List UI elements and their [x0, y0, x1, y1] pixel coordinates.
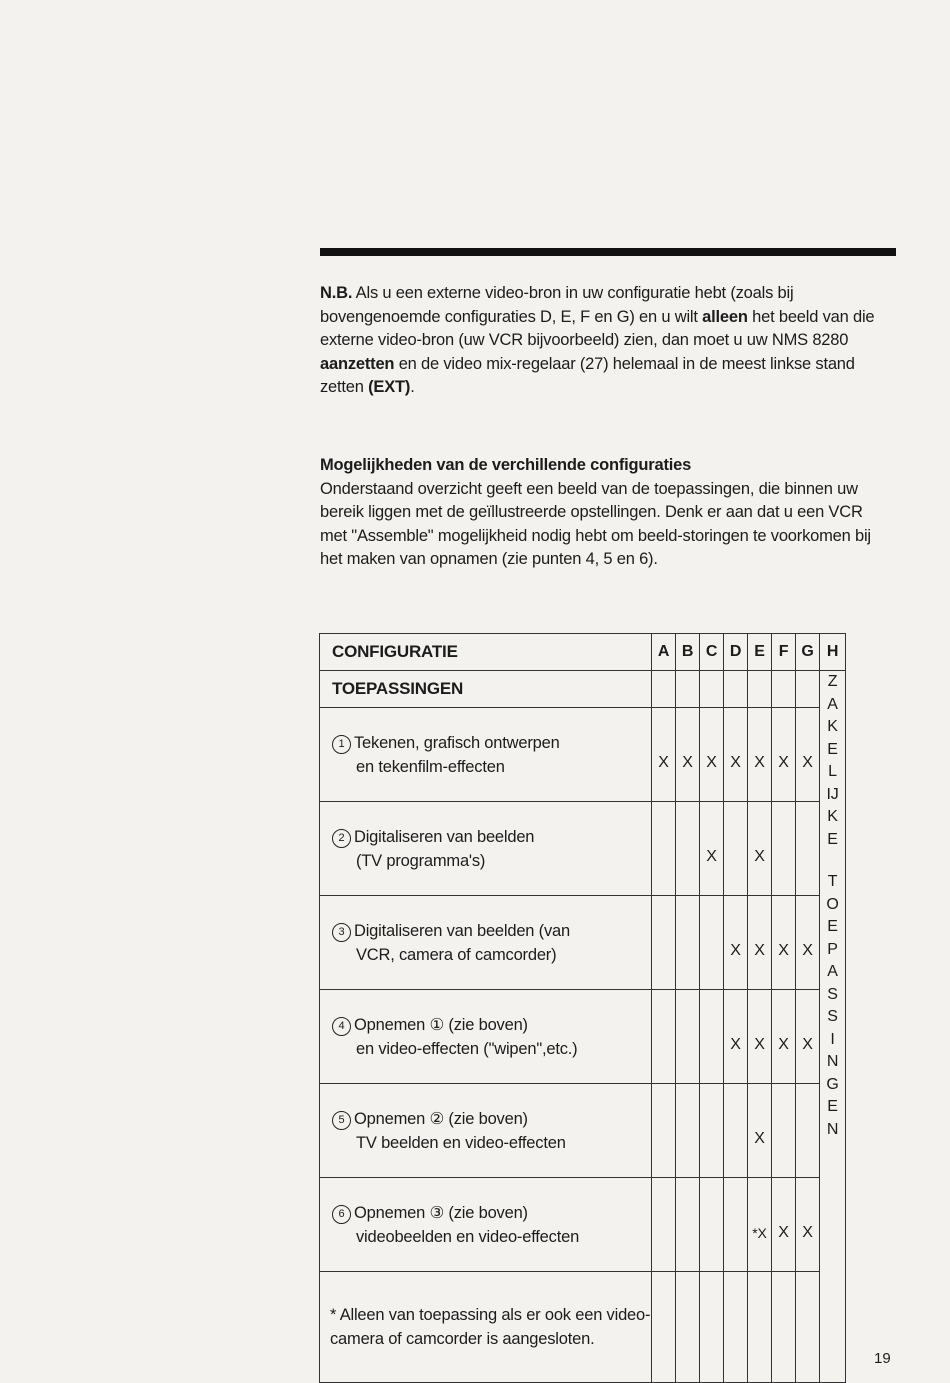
col-a: A [652, 634, 676, 671]
row-number-badge: 4 [332, 1017, 351, 1036]
configuration-table [319, 633, 846, 1383]
page-number: 19 [874, 1350, 891, 1367]
table-header-row [320, 634, 846, 671]
col-d: D [724, 634, 748, 671]
col-g: G [796, 634, 820, 671]
col-h: H [820, 634, 846, 671]
table-footnote-row [320, 1272, 846, 1383]
section-title: Mogelijkheden van de verchillende configuraties [320, 456, 692, 474]
table-subheader-row [320, 671, 846, 708]
row-number-badge: 2 [332, 829, 351, 848]
footnote: * Alleen van toepassing als er ook een video-camera of camcorder is aangesloten. [320, 1272, 652, 1383]
applications-header: TOEPASSINGEN [320, 671, 652, 708]
table-row: 2 Digitaliseren van beelden (TV programma's) X X [320, 802, 846, 896]
table-row: 1 Tekenen, grafisch ontwerpen en tekenfilm-effecten X X X X X X X [320, 708, 846, 802]
row-number-badge: 1 [332, 735, 351, 754]
config-header: CONFIGURATIE [320, 634, 652, 671]
col-f: F [772, 634, 796, 671]
nb-paragraph: N.B. Als u een externe video-bron in uw configuratie hebt (zoals bij bovengenoemde configuraties D, E, F en G) en u wilt alleen het beeld van die externe video-bron (uw VCR bijvoorbeeld) zien, dan moet u uw NMS 8280 aanzetten en de video mix-regelaar (27) helemaal in de meest linkse stand zetten (EXT). [320, 284, 875, 396]
row-number-badge: 3 [332, 923, 351, 942]
col-c: C [700, 634, 724, 671]
table-row: 5 Opnemen ② (zie boven) TV beelden en video-effecten X [320, 1084, 846, 1178]
col-e: E [748, 634, 772, 671]
table-row: 4 Opnemen ① (zie boven) en video-effecten ("wipen",etc.) X X X X [320, 990, 846, 1084]
table-row: 3 Digitaliseren van beelden (van VCR, camera of camcorder) X X X X [320, 896, 846, 990]
col-b: B [676, 634, 700, 671]
row-number-badge: 5 [332, 1111, 351, 1130]
configurations-section [320, 454, 890, 572]
table-row: 6 Opnemen ③ (zie boven) videobeelden en video-effecten *X X X [320, 1178, 846, 1272]
header-rule [320, 248, 896, 256]
section-body: Onderstaand overzicht geeft een beeld van de toepassingen, die binnen uw bereik liggen met de geïllustreerde opstellingen. Denk er aan dat u een VCR met "Assemble" mogelijkheid nodig hebt om beeld-storingen te voorkomen bij het maken van opnamen (zie punten 4, 5 en 6). [320, 479, 871, 568]
row-number-badge: 6 [332, 1205, 351, 1224]
h-column-vertical-text: Z A K E L IJ K E T O E P A S S I N G E N [820, 671, 846, 1383]
nb-label: N.B. [320, 284, 353, 302]
